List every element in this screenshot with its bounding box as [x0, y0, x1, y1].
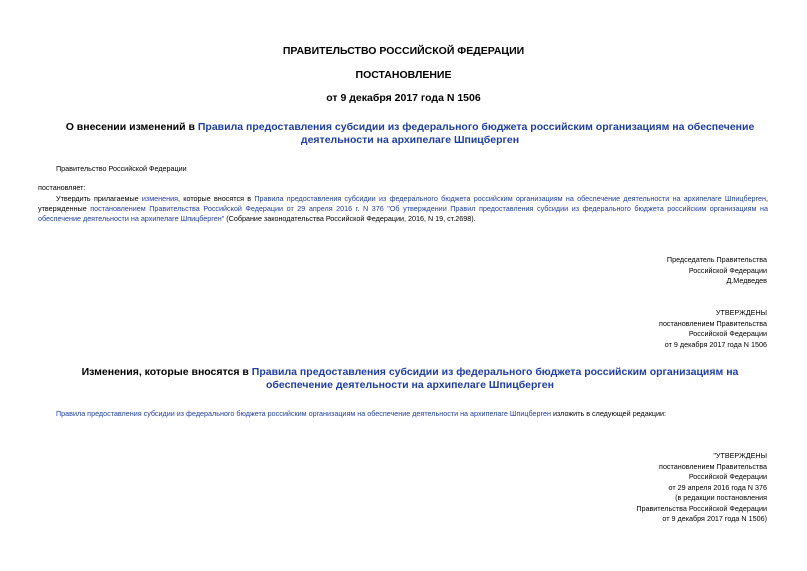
redaction-line-3: Российской Федерации	[688, 472, 767, 481]
document-type-heading: ПОСТАНОВЛЕНИЕ	[355, 69, 452, 81]
redaction-line-6: Правительства Российской Федерации	[636, 503, 767, 513]
changes-title-prefix: Изменения, которые вносятся в	[81, 366, 252, 378]
redaction-line-7: от 9 декабря 2017 года N 1506)	[662, 514, 767, 523]
changes-paragraph-suffix: изложить в следующей редакции:	[550, 409, 667, 418]
approval-line-3: Российской Федерации	[688, 329, 767, 338]
decision-text-2: , которые вносятся в	[178, 194, 255, 203]
approval-line-4: от 9 декабря 2017 года N 1506	[664, 339, 767, 349]
approval-block-redaction	[636, 451, 767, 525]
decision-text-4: (Собрание законодательства Российской Федерации, 2016, N 19, ст.2698).	[224, 214, 476, 223]
preamble-author: Правительство Российской Федерации	[56, 164, 187, 173]
rules-link-inline[interactable]: Правила предоставления субсидии из федерального бюджета российским организациям на обеспечение деятельности на архипелаге Шпицберген	[254, 194, 766, 203]
redaction-line-4: от 29 апреля 2016 года N 376	[668, 482, 767, 492]
decision-text-3: , утвержденные	[38, 194, 768, 213]
signature-line-1: Председатель Правительства	[666, 255, 767, 264]
signature-line-3: Д.Медведев	[726, 276, 767, 285]
changes-title-rules-link[interactable]: Правила предоставления субсидии из федерального бюджета российским организациям на обеспечение деятельности на архипелаге Шпицберген	[251, 366, 739, 391]
signature-line-2: Российской Федерации	[688, 265, 767, 275]
preamble-decrees: постановляет:	[38, 183, 86, 192]
changes-rules-link[interactable]: Правила предоставления субсидии из федерального бюджета российским организациям на обеспечение деятельности на архипелаге Шпицберген	[56, 409, 551, 418]
redaction-line-1: "УТВЕРЖДЕНЫ	[713, 451, 767, 460]
redaction-line-2: постановлением Правительства	[659, 461, 767, 471]
approval-line-2: постановлением Правительства	[659, 318, 767, 328]
resolution-376-link[interactable]: постановлением Правительства Российской Федерации от 29 апреля 2016 г. N 376 "Об утверждении Правил предоставления субсидии из федерального бюджета российским организациям на обеспечение деятельности на архипелаге Шпицберген"	[38, 204, 768, 223]
changes-link[interactable]: изменения	[141, 194, 178, 203]
decision-paragraph	[38, 194, 768, 224]
approval-block	[659, 308, 767, 350]
document-title-prefix: О внесении изменений в	[65, 121, 198, 133]
changes-title	[55, 366, 765, 392]
redaction-line-5: (в редакции постановления	[675, 493, 767, 502]
government-heading: ПРАВИТЕЛЬСТВО РОССИЙСКОЙ ФЕДЕРАЦИИ	[282, 45, 525, 57]
approval-line-1: УТВЕРЖДЕНЫ	[715, 308, 767, 317]
document-date-number: от 9 декабря 2017 года N 1506	[326, 92, 481, 104]
document-title	[50, 121, 770, 147]
rules-link[interactable]: Правила предоставления субсидии из федерального бюджета российским организациям на обеспечение деятельности на архипелаге Шпицберген	[197, 121, 755, 146]
signature-block	[667, 255, 767, 287]
changes-paragraph	[56, 409, 666, 419]
decision-text-1: Утвердить прилагаемые	[56, 194, 142, 203]
